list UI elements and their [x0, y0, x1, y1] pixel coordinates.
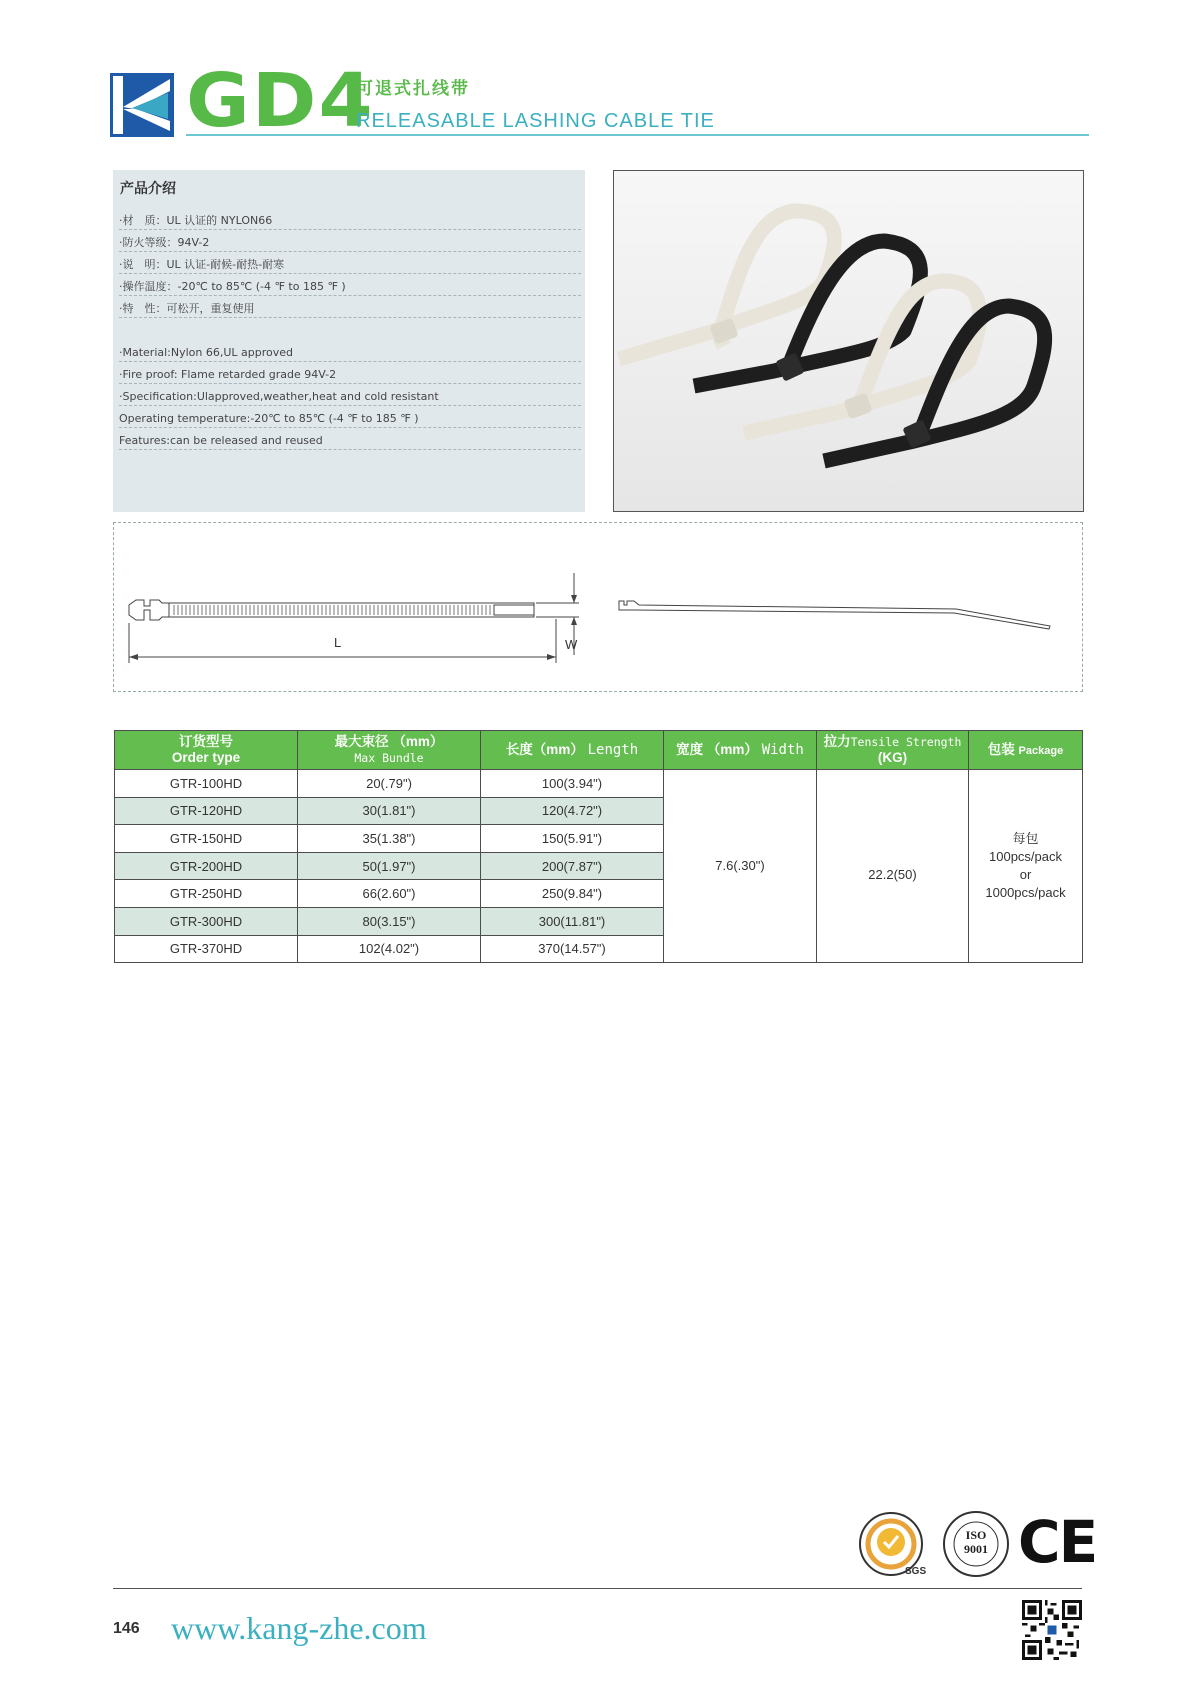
sgs-label: SGS: [905, 1566, 927, 1577]
cell-bundle: 102(4.02"): [298, 935, 481, 963]
package-line-3: or: [1019, 867, 1032, 883]
product-title-cn: 可退式扎线带: [356, 79, 470, 99]
website-link[interactable]: www.kang-zhe.com: [171, 1610, 427, 1646]
package-line-2: 100pcs/pack: [989, 849, 1062, 865]
header-order-type: [115, 731, 298, 770]
cell-order: GTR-120HD: [115, 797, 298, 825]
header-package: [969, 731, 1083, 770]
cell-bundle: 30(1.81"): [298, 797, 481, 825]
intro-title: 产品介绍: [120, 181, 176, 197]
width-label: W: [565, 637, 578, 652]
spec-feature-en: Features:can be released and reused: [119, 432, 581, 450]
table-header-row: [115, 731, 1083, 770]
header-bundle-cn: 最大束径 （mm）: [334, 734, 444, 749]
header-bundle-en: Max Bundle: [354, 751, 424, 765]
cell-length: 370(14.57"): [481, 935, 664, 963]
spec-description-cn: ·说 明：UL 认证-耐候-耐热-耐寒: [119, 256, 581, 274]
cell-tensile: 22.2(50): [817, 770, 969, 963]
cell-order: GTR-300HD: [115, 907, 298, 935]
header-tensile-cn: 拉力: [823, 734, 851, 749]
spec-fire-en: ·Fire proof: Flame retarded grade 94V-2: [119, 366, 581, 384]
cell-bundle: 50(1.97"): [298, 852, 481, 880]
cell-length: 120(4.72"): [481, 797, 664, 825]
header-length-en: Length: [587, 742, 639, 758]
footer-divider: [113, 1588, 1082, 1589]
cell-order: GTR-250HD: [115, 880, 298, 908]
cell-order: GTR-150HD: [115, 825, 298, 853]
package-line-1: 每包: [1012, 831, 1039, 847]
header-width-en: Width: [761, 742, 804, 758]
cell-length: 150(5.91"): [481, 825, 664, 853]
cell-length: 300(11.81"): [481, 907, 664, 935]
length-label: L: [334, 635, 342, 650]
cell-order: GTR-100HD: [115, 770, 298, 798]
page-number: 146: [113, 1620, 140, 1637]
ce-label: CE: [1018, 1508, 1097, 1576]
tie-side-view: [619, 601, 1050, 629]
cell-package: [969, 770, 1083, 963]
iso-9001-badge: [940, 1508, 1012, 1580]
company-logo: [110, 73, 174, 137]
spec-temperature-cn: ·操作温度：-20℃ to 85℃ (-4 ℉ to 185 ℉ ): [119, 278, 581, 296]
header-order-cn: 订货型号: [179, 734, 233, 749]
cell-bundle: 35(1.38"): [298, 825, 481, 853]
header-width: [664, 731, 817, 770]
cell-length: 100(3.94"): [481, 770, 664, 798]
product-title-en: RELEASABLE LASHING CABLE TIE: [356, 110, 715, 132]
cell-bundle: 80(3.15"): [298, 907, 481, 935]
iso-label: ISO: [965, 1528, 987, 1542]
spec-fire-cn: ·防火等级：94V-2: [119, 234, 581, 252]
model-code: GD4: [186, 58, 375, 144]
header-length: [481, 731, 664, 770]
header-width-cn: 宽度 （mm）: [676, 742, 758, 757]
product-photo: [613, 170, 1084, 512]
cell-order: GTR-200HD: [115, 852, 298, 880]
specification-table: [114, 730, 1083, 963]
cell-bundle: 66(2.60"): [298, 880, 481, 908]
header-max-bundle: [298, 731, 481, 770]
cell-length: 200(7.87"): [481, 852, 664, 880]
tie-top-view: [129, 600, 534, 620]
qr-code: [1022, 1600, 1082, 1660]
product-intro-panel: [113, 170, 585, 512]
cell-width: 7.6(.30"): [664, 770, 817, 963]
header-package-cn: 包装: [987, 741, 1015, 757]
header-order-en: Order type: [171, 750, 241, 765]
spec-feature-cn: ·特 性：可松开，重复使用: [119, 300, 581, 318]
header-tensile-unit: (KG): [877, 750, 908, 765]
spec-specification-en: ·Specification:Ulapproved,weather,heat and cold resistant: [119, 388, 581, 406]
header-package-en: Package: [1018, 744, 1064, 757]
cell-bundle: 20(.79"): [298, 770, 481, 798]
table-row: [115, 770, 1083, 798]
header-length-cn: 长度（mm）: [505, 742, 584, 757]
technical-drawing: [113, 522, 1083, 692]
cell-length: 250(9.84"): [481, 880, 664, 908]
header-tensile-en: Tensile Strength: [850, 735, 962, 749]
iso-number: 9001: [964, 1542, 988, 1556]
header-divider: [186, 134, 1089, 136]
header-tensile: [817, 731, 969, 770]
package-line-4: 1000pcs/pack: [985, 885, 1066, 901]
cell-order: GTR-370HD: [115, 935, 298, 963]
spec-material-en: ·Material:Nylon 66,UL approved: [119, 344, 581, 362]
sgs-certification-badge: [855, 1508, 930, 1580]
ce-mark: [1018, 1508, 1097, 1576]
spec-material-cn: ·材 质：UL 认证的 NYLON66: [119, 212, 581, 230]
spec-temperature-en: Operating temperature:-20℃ to 85℃ (-4 ℉ to 185 ℉ ): [119, 410, 581, 428]
